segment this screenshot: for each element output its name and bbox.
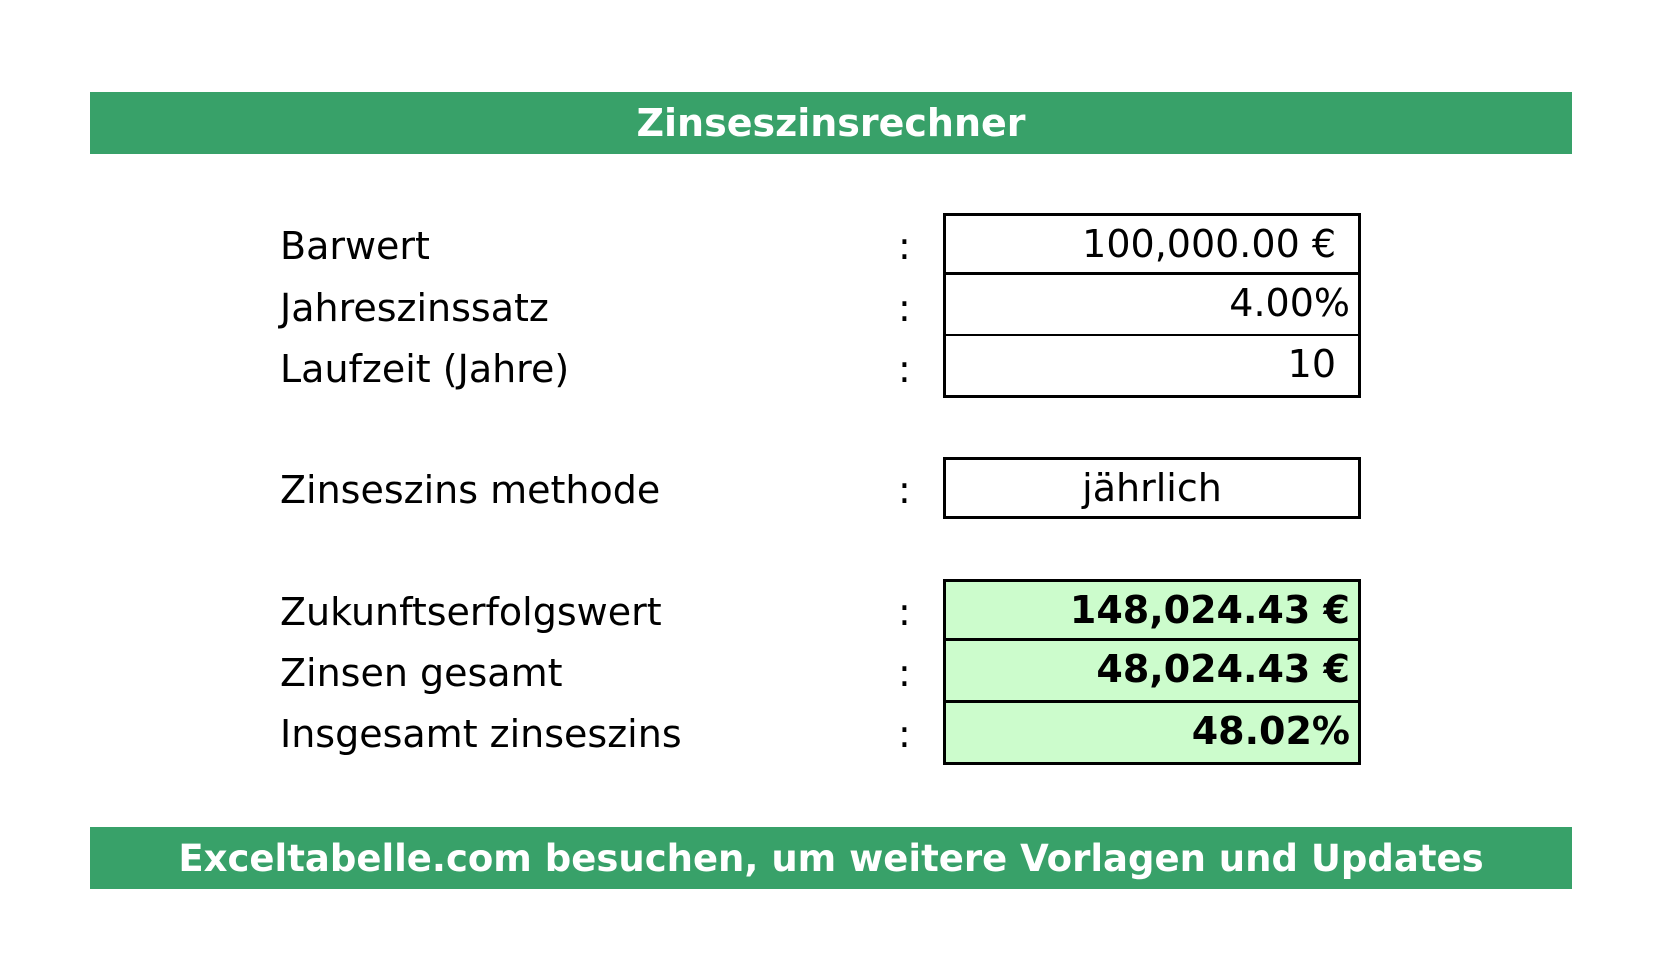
zukunftserfolgswert-label: Zukunftserfolgswert	[280, 590, 662, 634]
zinsen-gesamt-label: Zinsen gesamt	[280, 651, 563, 695]
barwert-colon: :	[898, 224, 911, 268]
zinsen-gesamt-cell: 48,024.43 €	[943, 641, 1361, 703]
laufzeit-colon: :	[898, 347, 911, 391]
laufzeit-cell[interactable]: 10	[943, 336, 1361, 398]
zukunftserfolgswert-colon: :	[898, 590, 911, 634]
footer-banner[interactable]	[90, 827, 1572, 889]
insgesamt-zinseszins-cell: 48.02%	[943, 703, 1361, 765]
insgesamt-zinseszins-label: Insgesamt zinseszins	[280, 712, 682, 756]
jahreszinssatz-cell[interactable]: 4.00%	[943, 275, 1361, 337]
zukunftserfolgswert-cell: 148,024.43 €	[943, 579, 1361, 641]
methode-label: Zinseszins methode	[280, 468, 661, 512]
page-title: Zinseszinsrechner	[636, 101, 1026, 145]
barwert-label: Barwert	[280, 224, 430, 268]
footer-link[interactable]: Exceltabelle.com besuchen, um weitere Vorlagen und Updates	[178, 836, 1484, 880]
barwert-cell[interactable]: 100,000.00 €	[943, 213, 1361, 275]
title-banner	[90, 92, 1572, 154]
jahreszinssatz-label: Jahreszinssatz	[280, 286, 549, 330]
insgesamt-zinseszins-colon: :	[898, 712, 911, 756]
methode-colon: :	[898, 468, 911, 512]
laufzeit-label: Laufzeit (Jahre)	[280, 347, 570, 391]
zinsen-gesamt-colon: :	[898, 651, 911, 695]
methode-cell[interactable]: jährlich	[943, 457, 1361, 519]
jahreszinssatz-colon: :	[898, 286, 911, 330]
